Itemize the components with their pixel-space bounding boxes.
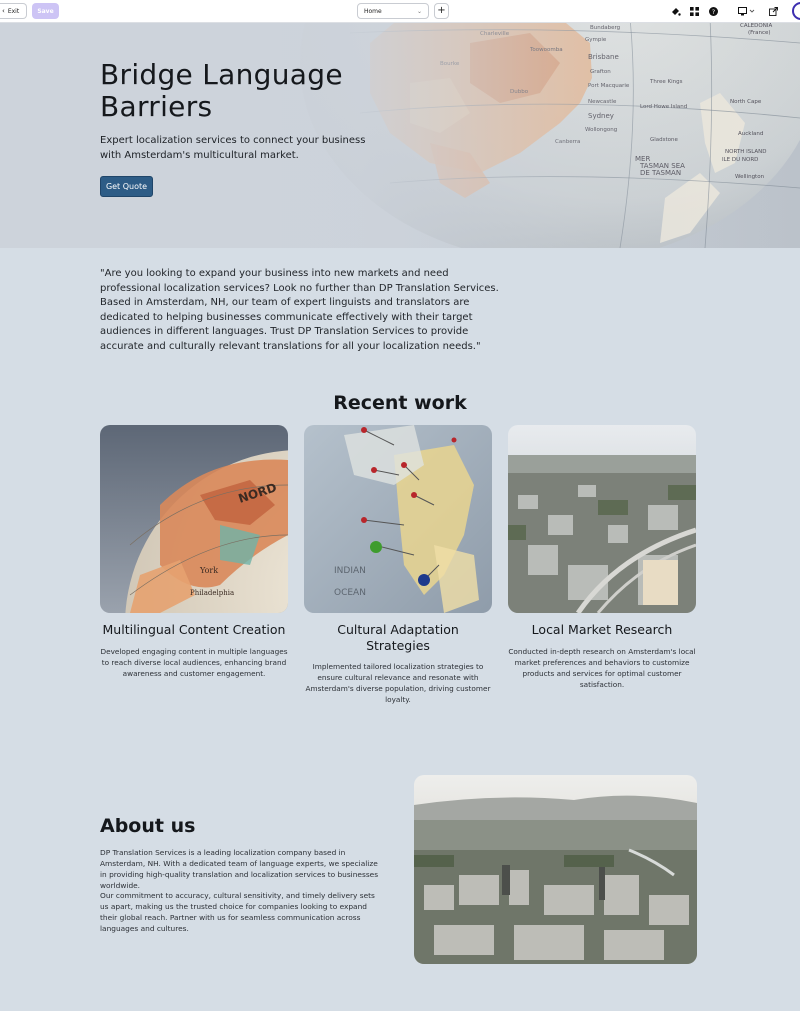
avatar[interactable]	[792, 2, 800, 20]
map-label: INDIAN	[334, 566, 366, 576]
work-title-market-research: Local Market Research	[531, 622, 673, 637]
about-image-city	[414, 775, 697, 964]
exit-label: Exit	[7, 7, 20, 15]
about-title: About us	[100, 815, 196, 837]
exit-button[interactable]	[0, 3, 27, 19]
work-title-cultural-line2: Strategies	[366, 638, 430, 653]
globe-label: Philadelphia	[190, 589, 235, 597]
about-paragraph-2: Our commitment to accuracy, cultural sensitivity, and timely delivery sets us apart, making us the trusted choice for companies looking to expand their global reach. Partner with us for seamless communication across languages and cultures.	[100, 891, 375, 933]
hero-title-line1: Bridge Language	[100, 58, 343, 91]
work-title-multilingual: Multilingual Content Creation	[102, 622, 286, 637]
paint-icon[interactable]	[670, 5, 682, 17]
hero-title	[100, 59, 400, 123]
about-paragraph-1: DP Translation Services is a leading localization company based in Amsterdam, NH. With a dedicated team of language experts, we specialize in providing high-quality translation and localization services to businesses worldwide.	[100, 848, 379, 890]
intro-text: "Are you looking to expand your business into new markets and need professional localization services? Look no further than DP Translation Services. Based in Amsterdam, NH, our team of expert linguists and translators are dedicated to helping businesses communicate effectively with their target audiences in different languages. Trust DP Translation Services to provide accurate and culturally relevant translations for all your localization needs."	[100, 268, 499, 352]
chevron-down-icon: ⌄	[416, 7, 422, 15]
recent-work-title: Recent work	[333, 392, 467, 414]
hero-title-line2: Barriers	[100, 90, 213, 123]
work-image-globe	[100, 425, 288, 613]
hero-section	[0, 23, 800, 248]
work-title-cultural	[298, 622, 498, 654]
map-label: OCEAN	[334, 588, 366, 598]
work-desc-cultural: Implemented tailored localization strategies to ensure cultural relevance and resonate with Amsterdam's diverse population, driving customer loyalty.	[305, 662, 491, 704]
chevron-left-icon: ‹	[2, 7, 5, 15]
globe-label: NORD	[236, 480, 279, 506]
svg-text:?: ?	[711, 7, 715, 16]
apps-grid-icon[interactable]	[688, 5, 700, 17]
help-icon[interactable]	[707, 5, 719, 17]
page-selector-value: Home	[364, 7, 382, 15]
page-selector[interactable]	[357, 3, 429, 19]
hero-subtitle: Expert localization services to connect your business with Amsterdam's multicultural market.	[100, 135, 366, 161]
get-quote-button[interactable]: Get Quote	[100, 176, 153, 197]
work-desc-market-research: Conducted in-depth research on Amsterdam's local market preferences and behaviors to customize products and services for optimal customer satisfaction.	[508, 647, 696, 689]
save-button[interactable]: Save	[32, 3, 59, 19]
globe-label: York	[200, 566, 219, 575]
work-image-city-aerial	[508, 425, 696, 613]
device-preview-icon[interactable]	[737, 5, 757, 17]
work-image-map-pins	[304, 425, 492, 613]
editor-toolbar	[0, 0, 800, 23]
work-title-cultural-line1: Cultural Adaptation	[337, 622, 459, 637]
work-desc-multilingual: Developed engaging content in multiple languages to reach diverse local audiences, enhancing brand awareness and customer engagement.	[100, 647, 288, 678]
add-page-button[interactable]: +	[434, 3, 449, 19]
open-external-icon[interactable]	[767, 5, 779, 17]
